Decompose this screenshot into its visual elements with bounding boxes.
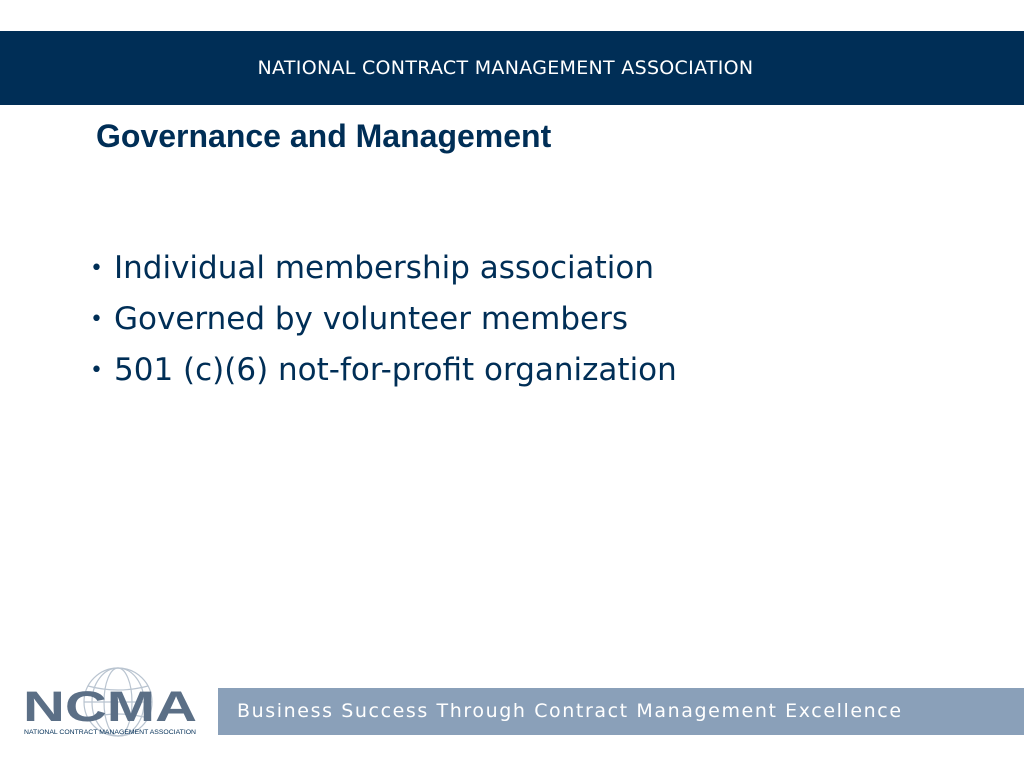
logo-subtext: NATIONAL CONTRACT MANAGEMENT ASSOCIATION <box>24 729 197 736</box>
bullet-icon: • <box>90 307 103 332</box>
slide-title: Governance and Management <box>96 118 552 154</box>
bullet-text: Individual membership association <box>114 250 655 286</box>
organization-name: NATIONAL CONTRACT MANAGEMENT ASSOCIATION <box>257 57 754 79</box>
bullet-icon: • <box>90 256 103 281</box>
bullet-item <box>90 294 677 345</box>
logo-text: NCMA <box>23 683 197 731</box>
bullet-item <box>90 243 677 294</box>
bullet-item <box>90 345 677 396</box>
bullet-icon: • <box>90 358 103 383</box>
footer-tagline: Business Success Through Contract Management Excellence <box>237 700 903 722</box>
footer-banner <box>218 688 1024 735</box>
bullet-text: 501 (c)(6) not-for-profit organization <box>114 352 677 388</box>
bullet-list <box>90 243 677 396</box>
ncma-logo <box>22 662 200 740</box>
header-banner <box>0 31 1024 105</box>
bullet-text: Governed by volunteer members <box>114 301 628 337</box>
